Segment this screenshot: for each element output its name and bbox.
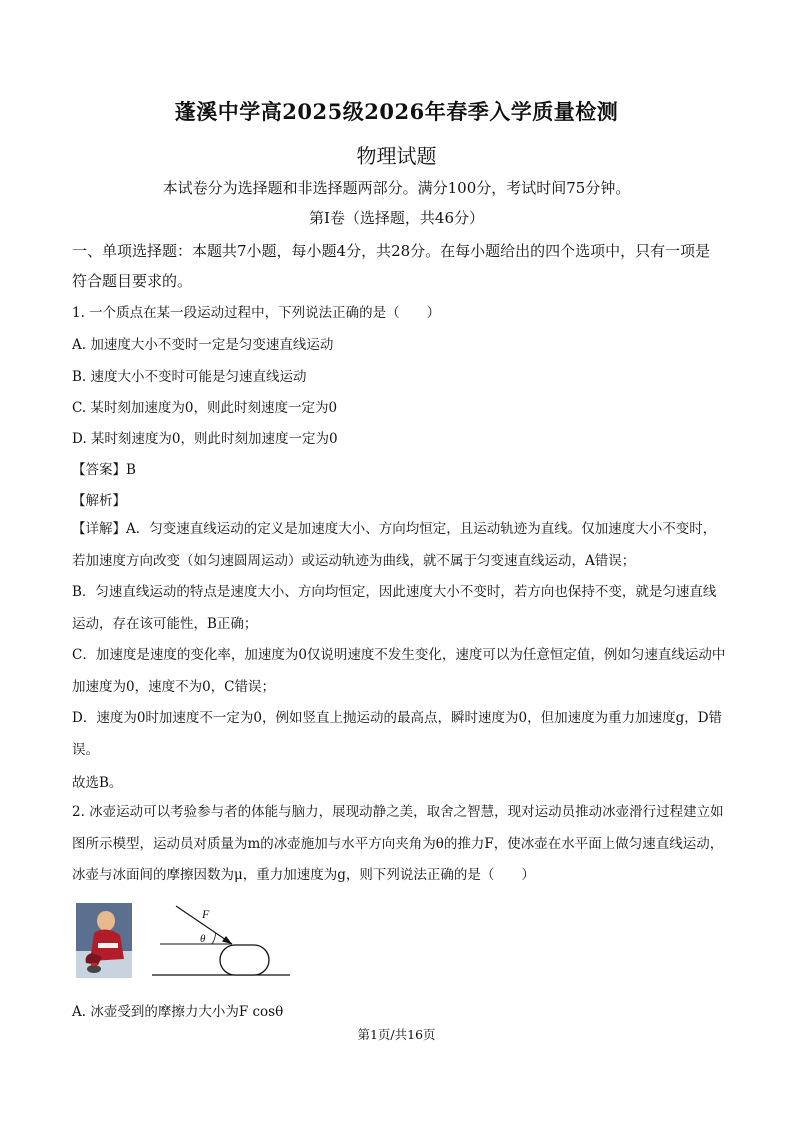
question-1-answer: 【答案】B <box>72 462 136 478</box>
question-1-analysis-label: 【解析】 <box>72 493 126 509</box>
volume-heading: 第Ⅰ卷（选择题，共46分） <box>308 209 484 227</box>
question-1-detail-d: D．速度为0时加速度不一定为0，例如竖直上抛运动的最高点，瞬时速度为0，但加速度为重力加速度g，D错误。 <box>72 710 723 758</box>
angle-label: θ <box>200 933 206 945</box>
question-1-option-c: C. 某时刻加速度为0，则此时刻速度一定为0 <box>72 400 338 416</box>
question-1-option-b: B. 速度大小不变时可能是匀速直线运动 <box>72 369 307 385</box>
question-1-detail-b: B．匀速直线运动的特点是速度大小、方向均恒定，因此速度大小不变时，若方向也保持不变，就是匀速直线运动，存在该可能性，B正确； <box>72 584 717 632</box>
exam-subtitle: 物理试题 <box>356 144 437 168</box>
question-1-option-a: A. 加速度大小不变时一定是匀变速直线运动 <box>72 337 334 353</box>
question-1-detail-a: 【详解】A．匀变速直线运动的定义是加速度大小、方向均恒定，且运动轨迹为直线。仅加速度大小不变时，若加速度方向改变（如匀速圆周运动）或运动轨迹为曲线，就不属于匀变速直线运动，A错误； <box>72 521 717 569</box>
curling-athlete-photo <box>76 903 132 978</box>
force-label: F <box>202 907 210 921</box>
exam-intro: 本试卷分为选择题和非选择题两部分。满分100分，考试时间75分钟。 <box>162 179 631 197</box>
question-1-detail-c: C．加速度是速度的变化率，加速度为0仅说明速度不发生变化，速度可以为任意恒定值，例如匀速直线运动中加速度为0，速度不为0，C错误； <box>72 647 726 695</box>
question-2-option-a: A. 冰壶受到的摩擦力大小为F cosθ <box>72 1004 284 1020</box>
question-1-conclusion: 故选B。 <box>72 775 123 791</box>
question-1-stem: 1. 一个质点在某一段运动过程中，下列说法正确的是（ ） <box>72 305 441 321</box>
section-heading: 一、单项选择题：本题共7小题，每小题4分，共28分。在每小题给出的四个选项中，只有一项是符合题目要求的。 <box>72 242 711 290</box>
force-diagram <box>148 900 293 982</box>
exam-title: 蓬溪中学高2025级2026年春季入学质量检测 <box>174 99 619 124</box>
question-1-option-d: D. 某时刻速度为0，则此时刻加速度一定为0 <box>72 431 338 447</box>
page-number: 第1页/共16页 <box>357 1027 436 1042</box>
question-2-stem: 2. 冰壶运动可以考验参与者的体能与脑力，展现动静之美，取舍之智慧，现对运动员推动冰壶滑行过程建立如图所示模型，运动员对质量为m的冰壶施加与水平方向夹角为θ的推力F，使冰壶在水平面上做匀速直线运动，冰壶与冰面间的摩擦因数为μ，重力加速度为g，则下列说法正确的是（ ） <box>72 804 724 883</box>
